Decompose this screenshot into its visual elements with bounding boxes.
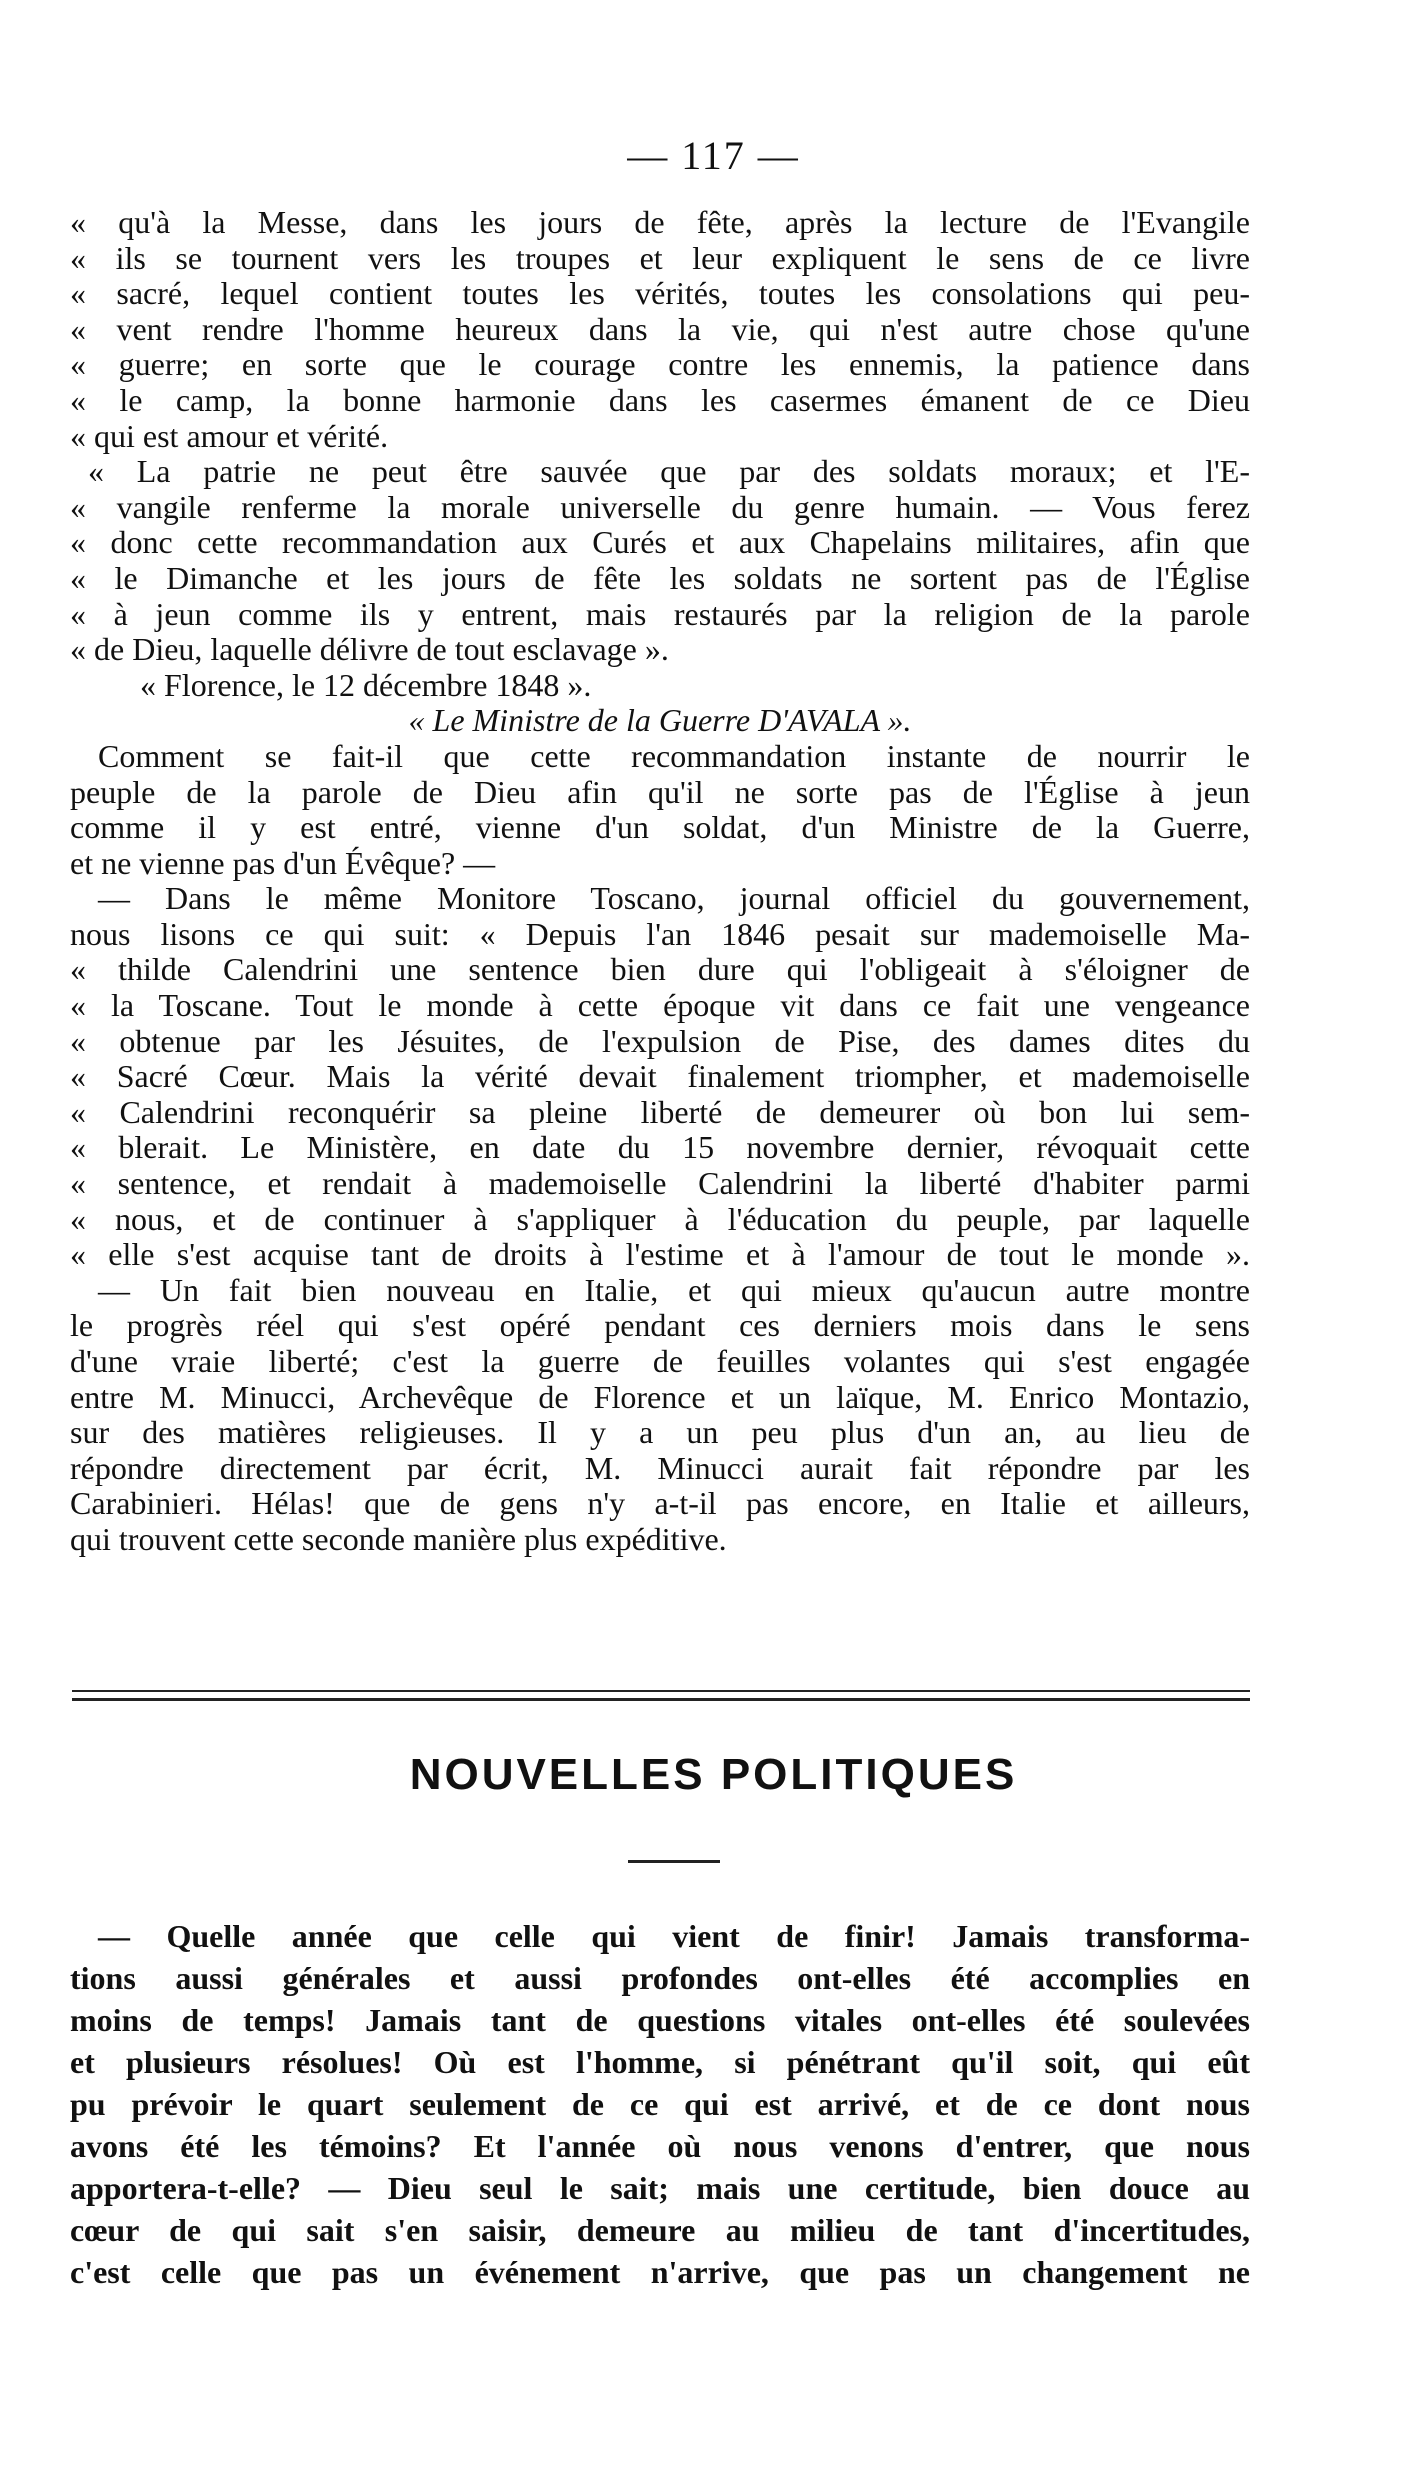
text-line: sur des matières religieuses. Il y a un peu plus d'un an, au lieu de [70,1415,1250,1451]
text-line: « qu'à la Messe, dans les jours de fête, après la lecture de l'Evangile [70,205,1250,240]
text-line: « de Dieu, laquelle délivre de tout esclavage ». [70,632,669,668]
text-line: peuple de la parole de Dieu afin qu'il ne sorte pas de l'Église à jeun [70,774,1250,810]
text-line: « Sacré Cœur. Mais la vérité devait finalement triompher, et mademoiselle [70,1059,1250,1095]
title-underline [628,1860,720,1863]
text-line: « sacré, lequel contient toutes les vérités, toutes les consolations qui peu- [70,276,1250,312]
text-line: « à jeun comme ils y entrent, mais restaurés par la religion de la parole [70,596,1250,632]
text-line: « vent rendre l'homme heureux dans la vie, qui n'est autre chose qu'une [70,311,1250,347]
text-line: avons été les témoins? Et l'année où nous venons d'entrer, que nous [70,2128,1250,2164]
section-title: NOUVELLES POLITIQUES [409,1750,1018,1799]
dateline: « Florence, le 12 décembre 1848 ». [140,667,592,703]
text-line: apportera-t-elle? — Dieu seul le sait; mais une certitude, bien douce au [70,2170,1250,2206]
text-line: — Un fait bien nouveau en Italie, et qui mieux qu'aucun autre montre [98,1272,1250,1308]
text-line: « vangile renferme la morale universelle du genre humain. — Vous ferez [70,489,1250,525]
text-line: le progrès réel qui s'est opéré pendant ces derniers mois dans le sens [70,1308,1250,1344]
signature-line: « Le Ministre de la Guerre D'AVALA ». [408,703,912,739]
text-line: c'est celle que pas un événement n'arrive, que pas un changement ne [70,2254,1250,2290]
text-line: cœur de qui sait s'en saisir, demeure au milieu de tant d'incertitudes, [70,2212,1250,2248]
text-line: nous lisons ce qui suit: « Depuis l'an 1846 pesait sur mademoiselle Ma- [70,916,1250,952]
text-line: Carabinieri. Hélas! que de gens n'y a-t-il pas encore, en Italie et ailleurs, [70,1486,1250,1522]
text-line: d'une vraie liberté; c'est la guerre de feuilles volantes qui s'est engagée [70,1344,1250,1379]
text-line: « elle s'est acquise tant de droits à l'estime et à l'amour de tout le monde ». [70,1237,1250,1273]
article-body [70,205,1250,1558]
text-line: — Dans le même Monitore Toscano, journal officiel du gouvernement, [98,881,1250,917]
text-line: moins de temps! Jamais tant de questions vitales ont-elles été soulevées [70,2002,1250,2038]
text-line: « nous, et de continuer à s'appliquer à l'éducation du peuple, par laquelle [70,1201,1250,1237]
text-line: « donc cette recommandation aux Curés et aux Chapelains militaires, afin que [70,525,1250,561]
text-line: tions aussi générales et aussi profondes ont-elles été accomplies en [70,1960,1250,1996]
text-line: « obtenue par les Jésuites, de l'expulsion de Pise, des dames dites du [70,1023,1250,1059]
text-line: — Quelle année que celle qui vient de finir! Jamais transforma- [98,1918,1250,1954]
text-line: « qui est amour et vérité. [70,418,389,454]
text-line: « le Dimanche et les jours de fête les soldats ne sortent pas de l'Église [70,560,1250,596]
text-line: pu prévoir le quart seulement de ce qui est arrivé, et de ce dont nous [70,2086,1250,2122]
text-line: « la Toscane. Tout le monde à cette époque vit dans ce fait une vengeance [70,988,1250,1024]
text-line: « le camp, la bonne harmonie dans les casermes émanent de ce Dieu [70,382,1250,418]
text-line: qui trouvent cette seconde manière plus expéditive. [70,1521,727,1557]
text-line: « ils se tournent vers les troupes et leur expliquent le sens de ce livre [70,240,1250,276]
text-line: « blerait. Le Ministère, en date du 15 novembre dernier, révoquait cette [70,1130,1250,1166]
text-line: Comment se fait-il que cette recommandation instante de nourrir le [98,738,1250,774]
text-line: et ne vienne pas d'un Évêque? — [70,845,496,881]
text-line: entre M. Minucci, Archevêque de Florence et un laïque, M. Enrico Montazio, [70,1379,1250,1415]
text-line: comme il y est entré, vienne d'un soldat, d'un Ministre de la Guerre, [70,810,1250,846]
text-line: et plusieurs résolues! Où est l'homme, si pénétrant qu'il soit, qui eût [70,2044,1250,2080]
text-line: répondre directement par écrit, M. Minucci aurait fait répondre par les [70,1450,1250,1486]
section-divider [72,1690,1250,1701]
page-number: — 117 — [627,133,800,178]
section-body [70,1915,1250,2293]
text-line: « sentence, et rendait à mademoiselle Calendrini la liberté d'habiter parmi [70,1166,1250,1202]
text-line: « thilde Calendrini une sentence bien dure qui l'obligeait à s'éloigner de [70,952,1250,988]
text-line: « La patrie ne peut être sauvée que par des soldats moraux; et l'E- [88,454,1250,490]
text-line: « Calendrini reconquérir sa pleine liberté de demeurer où bon lui sem- [70,1094,1250,1130]
text-line: « guerre; en sorte que le courage contre les ennemis, la patience dans [70,347,1250,383]
